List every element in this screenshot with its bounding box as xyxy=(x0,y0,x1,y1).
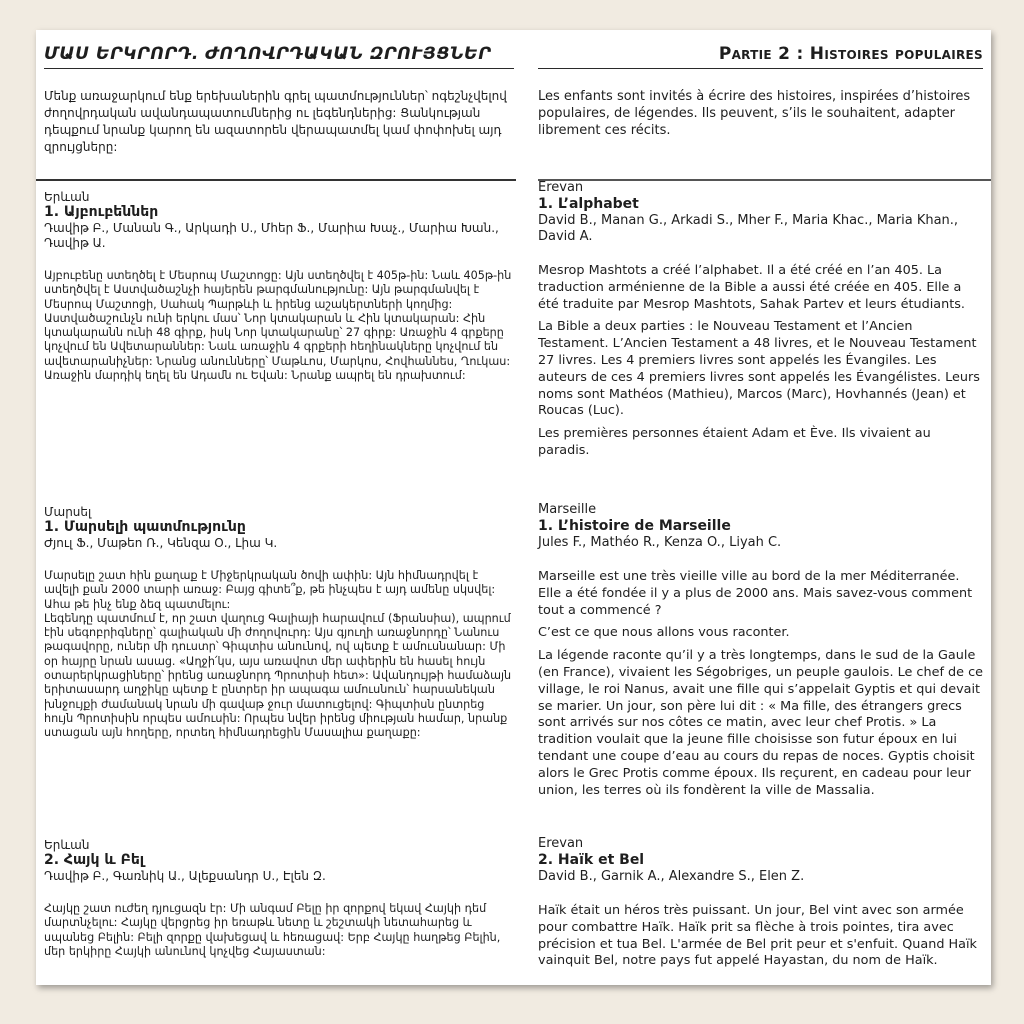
section-location: Երևան xyxy=(44,190,90,204)
paragraph: Աստվածաշունչն ունի երկու մաս՝ Նոր կտակարան և Հին կտակարան: Հին կտակարանն ունի 48 գիրք, իսկ Նոր կտակարանը՝ 27 գիրք: Առաջին 4 գրքերը կոչվում են Ավետարաններ: Նաև առաջին 4 գրքերի հեղինակները կոչվում են ավետարանիչներ: Նրանց անունները՝ Մաթևոս, Մարկոս, Հովհաննես, Ղուկաս: Առաջին մարդիկ եղել են Ադամն ու Եվան: Նրանք ապրել են դրախտում: xyxy=(44,311,511,383)
section-authors: Դավիթ Բ., Գառնիկ Ա., Ալեքսանդր Ս., Էլեն Զ. xyxy=(44,869,326,883)
paragraph: Լեգենդը պատմում է, որ շատ վաղուց Գալիայի հարավում (Ֆրանսիա), ապրում էին սեգոբրիգները՝ գալիական մի ժողովուրդ: Այս գյուղի առաջնորդը՝ Նանուս թագավորը, ուներ մի դուստր՝ Գիպտիս անունով, ով պետք է ամուսնանար: Մի օր հայրը նրան ասաց. «Աղջի՛կս, այս առավոտ մեր ափերին են հասել հույն օտարերկրացիները՝ իրենց առաջնորդ Պրոտիսի հետ»: Ավանդույթի համաձայն երիտասարդ աղջիկը պետք է ընտրեր իր ապագա ամուսնուն՝ հարսանեկան խնջույքի ժամանակ նրան մի գավաթ ջուր մատուցելով: Գիպտիսն ընտրեց հույն Պրոտիսին որպես ամուսին: Որպես նվեր իրենց միության համար, նրանք ստացան այն հողերը, որտեղ հիմնադրեցին Մասալիա քաղաքը: xyxy=(44,611,512,740)
section-authors: Ժյուլ Ֆ., Մաթեո Ռ., Կենզա Օ., Լիա Կ. xyxy=(44,536,278,550)
paragraph: Haïk était un héros très puissant. Un jour, Bel vint avec son armée pour combattre Haïk. Haïk prit sa flèche à trois pointes, tira avec précision et tua Bel. L'armée de Bel prit peur et s'enfuit. Quand Haïk vainquit Bel, notre pays fut appelé Hayastan, du nom de Haïk. xyxy=(538,903,977,969)
paragraph: Les premières personnes étaient Adam et Ève. Ils vivaient au paradis. xyxy=(538,426,931,458)
paragraph: Հայկը շատ ուժեղ դյուցազն էր: Մի անգամ Բելը իր զորքով եկավ Հայկի դեմ մարտնչելու: Հայկը վերցրեց իր եռաթև նետը և շեշտակի նետահարեց և սպանեց Բելին: Բելի զորքը վախեցավ և հեռացավ: Երբ Հայկը հաղթեց Բելին, մեր երկիրը Հայկի անունով կոչվեց Հայաստան: xyxy=(44,902,501,958)
paragraph: Այբուբենը ստեղծել է Մեսրոպ Մաշտոցը: Այն ստեղծվել է 405թ-ին: Նաև 405թ-ին ստեղծվել է Աստվածաշնչի հայերեն թարգմանությունը: Այն թարգմանվել է Մեսրոպ Մաշտոցի, Սահակ Պարթևի և իրենց աշակերտների կողմից: xyxy=(44,269,512,311)
french-section-marseille xyxy=(538,502,983,805)
french-header-title: Partie 2 : Histoires populaires xyxy=(718,44,983,64)
french-section-alphabet xyxy=(538,180,983,466)
french-header xyxy=(538,42,983,69)
section-location: Marseille xyxy=(538,502,597,517)
section-body xyxy=(44,902,514,959)
section-authors: Jules F., Mathéo R., Kenza O., Liyah C. xyxy=(538,535,782,550)
section-title: 1. Մարսելի պատմությունը xyxy=(44,519,246,535)
armenian-section-alphabet xyxy=(44,190,514,383)
book-page xyxy=(36,30,991,985)
section-authors: Դավիթ Բ., Մանան Գ., Արկադի Ս., Մհեր Ֆ., Մարիա Խաչ., Մարիա Խան., Դավիթ Ա. xyxy=(44,221,499,250)
french-section-haik-bel xyxy=(538,836,983,976)
section-title: 1. L’histoire de Marseille xyxy=(538,518,731,534)
section-authors: David B., Manan G., Arkadi S., Mher F., Maria Khac., Maria Khan., David A. xyxy=(538,213,959,244)
paragraph: Մարսելը շատ հին քաղաք է Միջերկրական ծովի ափին: Այն հիմնադրվել է ավելի քան 2000 տարի առաջ: Բայց գիտե՞ք, թե ինչպես է այդ ամենը սկսվել: Ահա թե ինչ ենք ձեզ պատմելու: xyxy=(44,569,496,611)
armenian-section-haik-bel xyxy=(44,838,514,959)
section-body xyxy=(538,569,983,799)
armenian-section-marseille xyxy=(44,505,514,741)
section-title: 2. Haïk et Bel xyxy=(538,852,645,868)
intro-divider-left xyxy=(36,179,516,181)
paragraph: Mesrop Mashtots a créé l’alphabet. Il a été créé en l’an 405. La traduction arménienne de la Bible a aussi été créée en 405. Elle a été traduite par Mesrop Mashtots, Sahak Partev et leurs étudiants. xyxy=(538,263,965,312)
paragraph: La Bible a deux parties : le Nouveau Testament et l’Ancien Testament. L’Ancien Testament a 48 livres, et le Nouveau Testament 27 livres. Les 4 premiers livres sont appelés les Évangiles. Les auteurs de ces 4 premiers livres sont appelés les Évangélistes. Leurs noms sont Mathéos (Mathieu), Marcos (Marc), Hovhannés (Jean) et Roucas (Luc). xyxy=(538,319,980,419)
armenian-header-title: ՄԱՍ ԵՐԿՐՈՐԴ. ԺՈՂՈՎՐԴԱԿԱՆ ԶՐՈՒՅՑՆԵՐ xyxy=(44,44,492,64)
section-body xyxy=(44,569,514,741)
paragraph: Marseille est une très vieille ville au bord de la mer Méditerranée. Elle a été fondée il y a plus de 2000 ans. Mais savez-vous comment tout a commencé ? xyxy=(538,569,973,618)
armenian-intro: Մենք առաջարկում ենք երեխաներին գրել պատմություններ՝ ոգեշնչվելով ժողովրդական ավանդապատումներից ու լեգենդներից: Ցանկության դեպքում նրանք կարող են ազատորեն վերապատմել կամ փոփոխել այդ զրույցները: xyxy=(44,89,507,154)
section-title: 1. Այբուբեններ xyxy=(44,204,159,220)
section-authors: David B., Garnik A., Alexandre S., Elen Z. xyxy=(538,869,805,884)
section-body xyxy=(538,263,983,460)
section-location: Մարսել xyxy=(44,505,92,519)
section-body xyxy=(44,269,514,383)
section-title: 2. Հայկ և Բել xyxy=(44,852,145,868)
french-intro: Les enfants sont invités à écrire des histoires, inspirées d’histoires populaires, de légendes. Ils peuvent, s’ils le souhaitent, adapter librement ces récits. xyxy=(538,89,971,138)
paragraph: C’est ce que nous allons vous raconter. xyxy=(538,625,790,641)
section-title: 1. L’alphabet xyxy=(538,196,639,212)
french-column xyxy=(538,30,983,985)
section-location: Erevan xyxy=(538,836,584,851)
section-location: Երևան xyxy=(44,838,90,852)
intro-divider-right xyxy=(538,179,991,181)
armenian-header xyxy=(44,42,514,69)
section-location: Erevan xyxy=(538,180,584,195)
paragraph: La légende raconte qu’il y a très longtemps, dans le sud de la Gaule (en France), vivaient les Ségobriges, un peuple gaulois. Le chef de ce village, le roi Nanus, avait une fille qui s’appelait Gyptis et qui devait se marier. Un jour, son père lui dit : « Ma fille, des étrangers grecs sont arrivés sur nos côtes ce matin, avec leur chef Protis. » La tradition voulait que la jeune fille choisisse son futur époux en lui tendant une coupe d’eau au cours du repas de noces. Gyptis choisit alors le Grec Protis comme époux. Ils reçurent, en cadeau pour leur union, les terres où ils fondèrent la ville de Massalia. xyxy=(538,648,983,798)
armenian-column xyxy=(44,30,514,985)
section-body xyxy=(538,903,983,970)
